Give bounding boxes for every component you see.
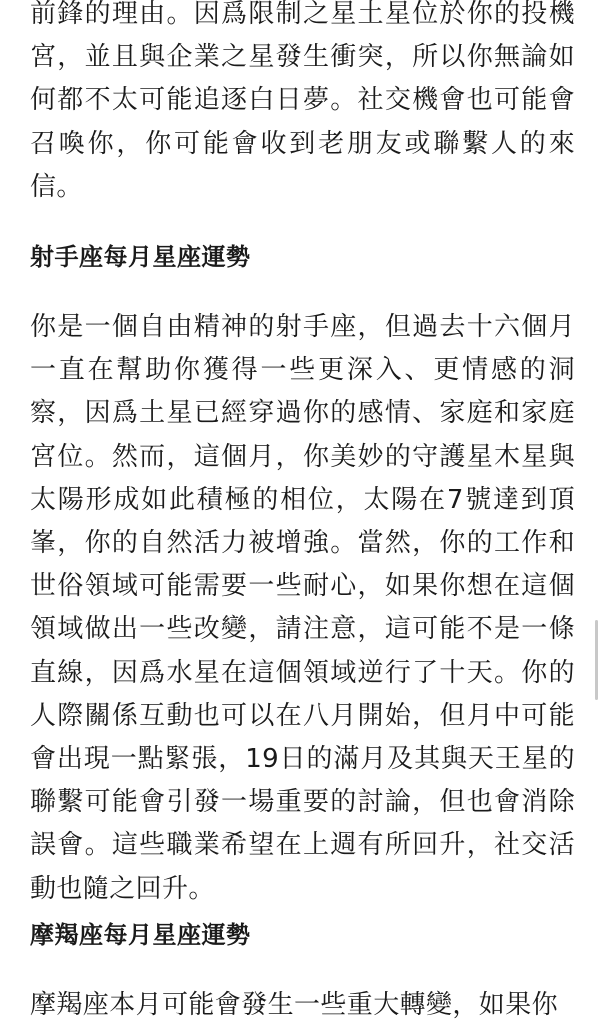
section-heading-capricorn: 摩羯座每月星座運勢 <box>30 921 251 949</box>
sagittarius-paragraph: 你是一個自由精神的射手座，但過去十六個月一直在幫助你獲得一些更深入、更情感的洞察，因爲土星已經穿過你的感情、家庭和家庭宮位。然而，這個月，你美妙的守護星木星與太陽形成如此積極的相位，太陽在7號達到頂峯，你的自然活力被增強。當然，你的工作和世俗領域可能需要一些耐心，如果你想在這個領域做出一些改變，請注意，這可能不是一條直線，因爲水星在這個領域逆行了十天。你的人際關係互動也可以在八月開始，但月中可能會出現一點緊張，19日的滿月及其與天王星的聯繫可能會引發一場重要的討論，但也會消除誤會。這些職業希望在上週有所回升，社交活動也隨之回升。 <box>30 312 575 904</box>
scrollbar-thumb[interactable] <box>595 620 598 700</box>
section-heading-sagittarius: 射手座每月星座運勢 <box>30 243 251 271</box>
article-paragraph: 前鋒的理由。因爲限制之星土星位於你的投機宮，並且與企業之星發生衝突，所以你無論如何都不太可能追逐白日夢。社交機會也可能會召喚你，你可能會收到老朋友或聯繫人的來信。 <box>30 0 575 202</box>
capricorn-paragraph: 摩羯座本月可能會發生一些重大轉變，如果你 <box>30 990 559 1020</box>
